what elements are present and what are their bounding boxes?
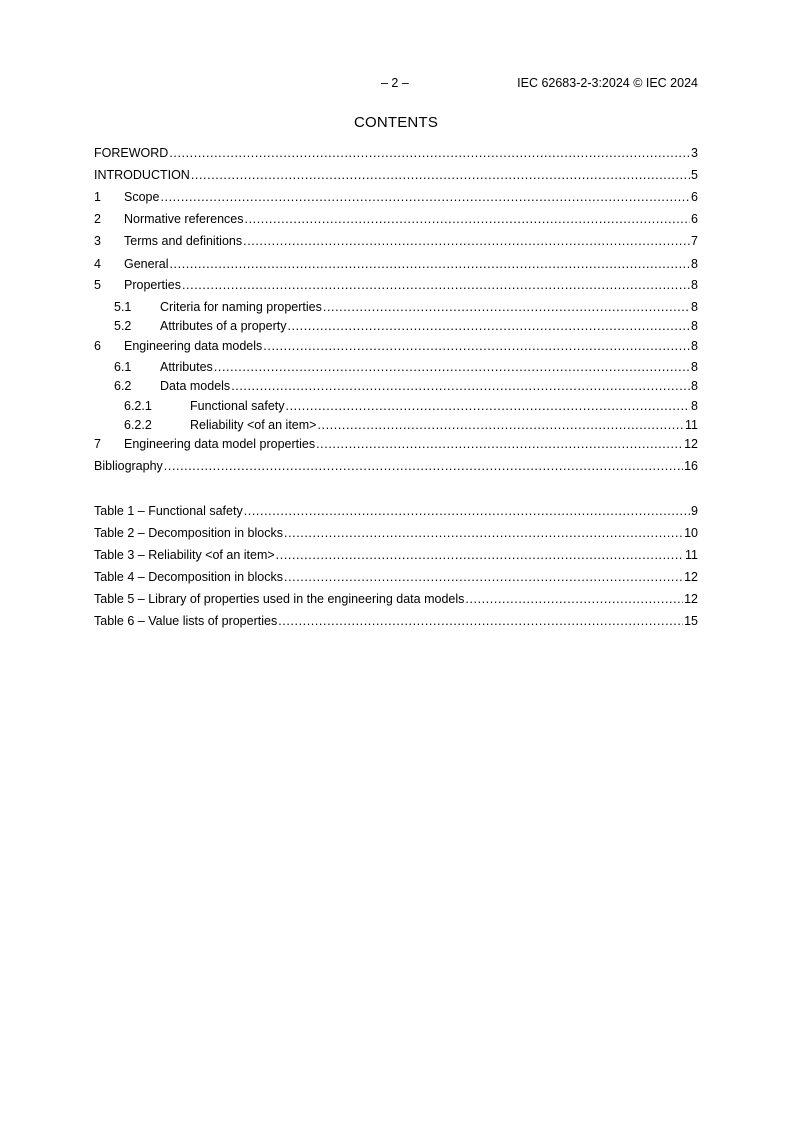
table-entry-2[interactable] [94, 525, 698, 541]
toc-entry-general[interactable] [94, 256, 698, 272]
page-number: – 2 – [381, 76, 409, 90]
toc-entry-page: 8 [691, 379, 698, 393]
toc-entry-number: 6 [94, 339, 101, 353]
dot-leader [287, 318, 690, 334]
toc-entry-engineering-data-models[interactable] [94, 338, 698, 354]
toc-entry-number: 7 [94, 437, 101, 451]
toc-entry-terms-and-definitions[interactable] [94, 233, 698, 249]
toc-entry-title: Properties [124, 278, 181, 292]
toc-entry-page: 8 [691, 278, 698, 292]
table-entry-4[interactable] [94, 569, 698, 585]
table-entry-1[interactable] [94, 503, 698, 519]
toc-entry-title: General [124, 257, 169, 271]
toc-entry-number: 6.1 [114, 360, 132, 374]
contents-title: CONTENTS [353, 114, 439, 131]
toc-entry-functional-safety[interactable] [94, 398, 698, 414]
toc-entry-title: Normative references [124, 212, 244, 226]
toc-entry-number: 5 [94, 278, 101, 292]
toc-entry-title: Bibliography [94, 459, 163, 473]
table-entry-5[interactable] [94, 591, 698, 607]
dot-leader [164, 458, 683, 474]
toc-entry-page: 6 [691, 212, 698, 226]
dot-leader [160, 189, 690, 205]
toc-entry-number: 1 [94, 190, 101, 204]
toc-entry-bibliography[interactable] [94, 458, 698, 474]
toc-entry-criteria-for-naming-properties[interactable] [94, 299, 698, 315]
toc-entry-page: 7 [691, 234, 698, 248]
toc-entry-title: Engineering data models [124, 339, 263, 353]
toc-entry-number: 6.2 [114, 379, 132, 393]
toc-entry-title: Scope [124, 190, 160, 204]
dot-leader [169, 256, 690, 272]
toc-entry-page: 6 [691, 190, 698, 204]
table-entry-6[interactable] [94, 613, 698, 629]
toc-entry-page: 11 [685, 418, 698, 432]
toc-entry-title: FOREWORD [94, 146, 169, 160]
table-entry-page: 12 [684, 570, 698, 584]
dot-leader [244, 503, 690, 519]
toc-entry-page: 8 [691, 257, 698, 271]
dot-leader [182, 277, 690, 293]
table-entry-title: Table 6 – Value lists of properties [94, 614, 278, 628]
table-entry-page: 15 [684, 614, 698, 628]
dot-leader [245, 211, 691, 227]
table-entry-title: Table 1 – Functional safety [94, 504, 243, 518]
dot-leader [284, 569, 683, 585]
toc-entry-page: 12 [684, 437, 698, 451]
toc-entry-number: 3 [94, 234, 101, 248]
toc-entry-title: Data models [160, 379, 231, 393]
toc-entry-page: 5 [691, 168, 698, 182]
toc-entry-number: 5.1 [114, 300, 132, 314]
dot-leader [243, 233, 690, 249]
table-entry-title: Table 3 – Reliability <of an item> [94, 548, 275, 562]
dot-leader [323, 299, 690, 315]
dot-leader [276, 547, 684, 563]
toc-entry-number: 6.2.1 [124, 399, 152, 413]
table-entry-title: Table 5 – Library of properties used in the engineering data models [94, 592, 465, 606]
toc-entry-title: Reliability <of an item> [190, 418, 317, 432]
toc-entry-page: 8 [691, 319, 698, 333]
page-header [94, 76, 698, 92]
toc-entry-number: 6.2.2 [124, 418, 152, 432]
toc-entry-engineering-data-model-properties[interactable] [94, 436, 698, 452]
table-entry-page: 10 [684, 526, 698, 540]
toc-entry-page: 3 [691, 146, 698, 160]
toc-entry-properties[interactable] [94, 277, 698, 293]
toc-entry-title: Attributes [160, 360, 213, 374]
toc-entry-page: 8 [691, 360, 698, 374]
toc-entry-foreword[interactable] [94, 145, 698, 161]
toc-entry-title: Attributes of a property [160, 319, 287, 333]
toc-entry-data-models[interactable] [94, 378, 698, 394]
toc-entry-page: 8 [691, 399, 698, 413]
table-entry-page: 11 [685, 548, 698, 562]
dot-leader [263, 338, 690, 354]
table-entry-title: Table 4 – Decomposition in blocks [94, 570, 283, 584]
table-entry-3[interactable] [94, 547, 698, 563]
toc-entry-normative-references[interactable] [94, 211, 698, 227]
dot-leader [284, 525, 683, 541]
dot-leader [316, 436, 683, 452]
toc-entry-number: 2 [94, 212, 101, 226]
dot-leader [286, 398, 691, 414]
toc-entry-page: 16 [684, 459, 698, 473]
dot-leader [465, 591, 683, 607]
dot-leader [278, 613, 683, 629]
toc-entry-page: 8 [691, 300, 698, 314]
toc-entry-title: Engineering data model properties [124, 437, 316, 451]
toc-entry-number: 5.2 [114, 319, 132, 333]
dot-leader [214, 359, 690, 375]
toc-entry-attributes-of-a-property[interactable] [94, 318, 698, 334]
toc-entry-title: Functional safety [190, 399, 285, 413]
toc-entry-reliability-of-an-item[interactable] [94, 417, 698, 433]
table-entry-page: 9 [691, 504, 698, 518]
document-reference: IEC 62683-2-3:2024 © IEC 2024 [517, 76, 698, 90]
toc-entry-number: 4 [94, 257, 101, 271]
toc-entry-page: 8 [691, 339, 698, 353]
toc-entry-title: INTRODUCTION [94, 168, 190, 182]
dot-leader [169, 145, 690, 161]
table-entry-page: 12 [684, 592, 698, 606]
table-entry-title: Table 2 – Decomposition in blocks [94, 526, 283, 540]
dot-leader [191, 167, 690, 183]
toc-entry-title: Criteria for naming properties [160, 300, 322, 314]
toc-entry-introduction[interactable] [94, 167, 698, 183]
dot-leader [317, 417, 684, 433]
dot-leader [231, 378, 690, 394]
toc-entry-attributes[interactable] [94, 359, 698, 375]
toc-entry-title: Terms and definitions [124, 234, 243, 248]
toc-entry-scope[interactable] [94, 189, 698, 205]
